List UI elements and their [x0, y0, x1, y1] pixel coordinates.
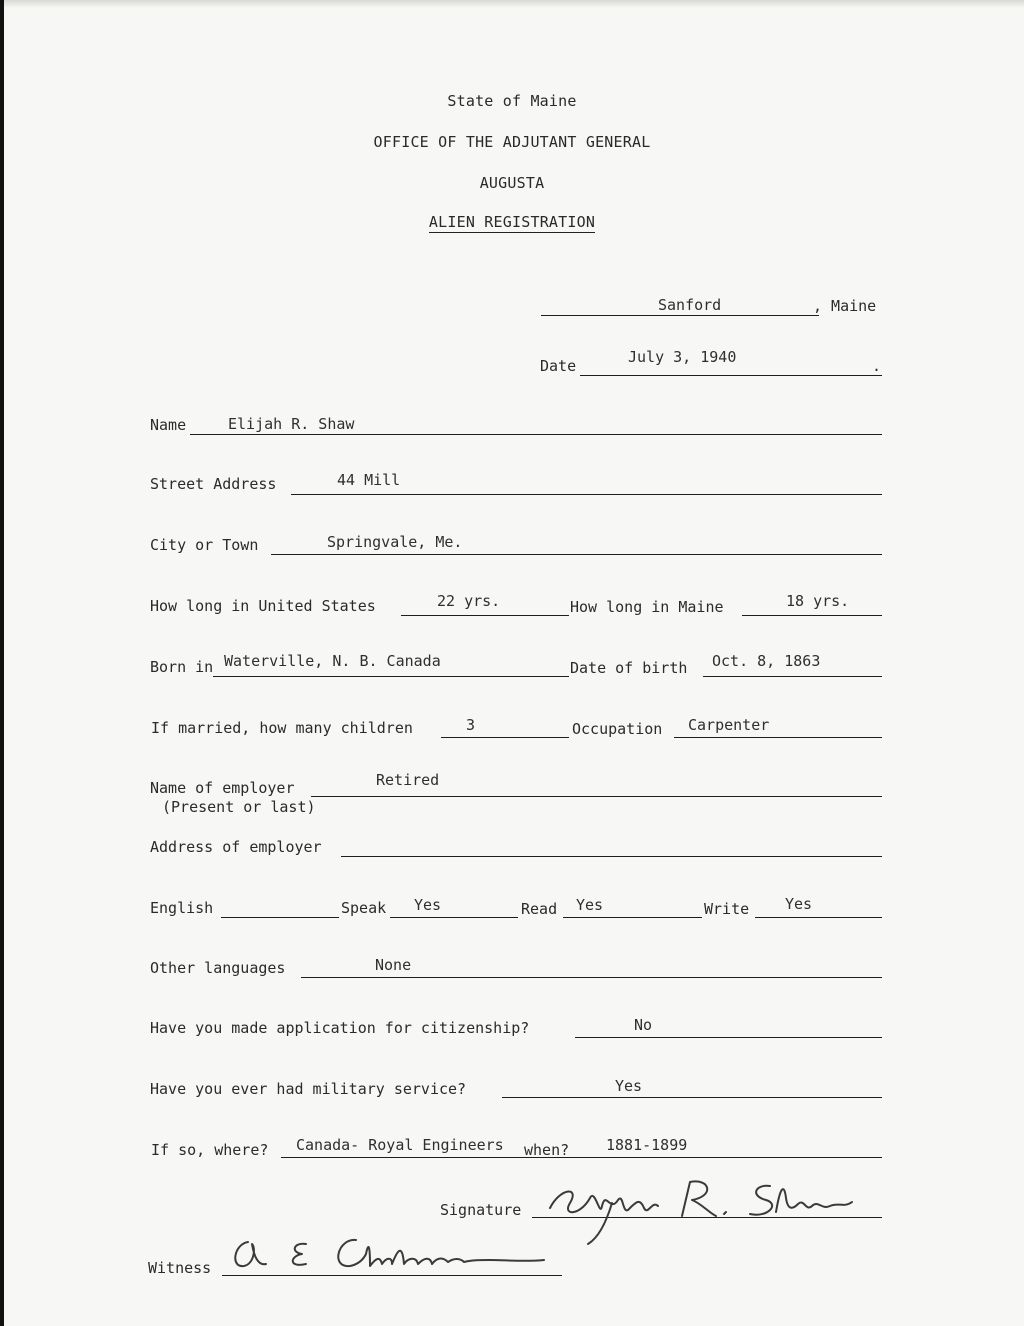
military-value: Yes [615, 1077, 643, 1095]
children-label: If married, how many children [151, 719, 413, 737]
other-languages-value: None [375, 956, 412, 974]
citizenship-line [575, 1037, 882, 1038]
date-end-mark: . [872, 357, 882, 375]
how-long-maine-label: How long in Maine [570, 598, 724, 616]
employer-line [311, 796, 882, 797]
place-value: Sanford [658, 296, 722, 314]
read-label: Read [521, 900, 558, 918]
witness-handwriting [226, 1230, 566, 1280]
employer-value: Retired [376, 771, 440, 789]
write-line [755, 917, 882, 918]
witness-scrawl [226, 1230, 566, 1280]
speak-label: Speak [341, 899, 387, 917]
citizenship-value: No [634, 1016, 653, 1034]
signature-scrawl [540, 1168, 880, 1248]
military-when-value: 1881-1899 [606, 1136, 688, 1154]
military-when-label: when? [524, 1141, 570, 1159]
how-long-us-label: How long in United States [150, 597, 376, 615]
write-value: Yes [785, 895, 813, 913]
city-value: Springvale, Me. [327, 533, 463, 551]
read-value: Yes [576, 896, 604, 914]
date-value: July 3, 1940 [628, 348, 737, 366]
date-line [580, 375, 882, 376]
date-of-birth-label: Date of birth [570, 659, 688, 677]
place-line [541, 315, 819, 316]
occupation-line [674, 737, 882, 738]
witness-label: Witness [148, 1259, 212, 1277]
english-line [221, 917, 339, 918]
children-line [441, 737, 569, 738]
employer-label: Name of employer [150, 779, 295, 797]
english-label: English [150, 899, 214, 917]
how-long-us-value: 22 yrs. [437, 592, 501, 610]
born-in-label: Born in [150, 658, 214, 676]
other-languages-label: Other languages [150, 959, 286, 977]
header-city: AUGUSTA [479, 174, 545, 192]
born-in-value: Waterville, N. B. Canada [224, 652, 441, 670]
read-line [563, 917, 702, 918]
how-long-us-line [401, 615, 569, 616]
military-where-value: Canada- Royal Engineers [296, 1136, 504, 1154]
date-label: Date [540, 357, 577, 375]
form-title [0, 213, 1024, 231]
children-value: 3 [466, 716, 476, 734]
occupation-value: Carpenter [688, 716, 770, 734]
other-languages-line [301, 977, 882, 978]
name-value: Elijah R. Shaw [228, 415, 355, 433]
born-in-line [213, 676, 569, 677]
speak-value: Yes [414, 896, 442, 914]
city-label: City or Town [150, 536, 259, 554]
employer-address-line [341, 856, 882, 857]
military-label: Have you ever had military service? [150, 1080, 467, 1098]
write-label: Write [704, 900, 750, 918]
citizenship-label: Have you made application for citizenship? [150, 1019, 530, 1037]
scan-top-edge [0, 0, 1024, 8]
occupation-label: Occupation [572, 720, 663, 738]
date-of-birth-value: Oct. 8, 1863 [712, 652, 821, 670]
signature-label: Signature [440, 1201, 522, 1219]
street-address-value: 44 Mill [337, 471, 401, 489]
header-state: State of Maine [447, 92, 577, 110]
speak-line [390, 917, 518, 918]
place-state-suffix: , Maine [813, 297, 877, 315]
how-long-maine-line [742, 615, 882, 616]
form-title-text: ALIEN REGISTRATION [428, 213, 596, 231]
street-address-label: Street Address [150, 475, 277, 493]
military-where-line [281, 1157, 882, 1158]
employer-address-label: Address of employer [150, 838, 322, 856]
date-of-birth-line [703, 676, 882, 677]
scan-left-edge [0, 0, 4, 1326]
name-line [190, 434, 882, 435]
military-line [502, 1097, 882, 1098]
employer-sublabel: (Present or last) [162, 798, 316, 816]
military-where-label: If so, where? [151, 1141, 269, 1159]
street-address-line [291, 494, 882, 495]
name-label: Name [150, 416, 187, 434]
header-office: OFFICE OF THE ADJUTANT GENERAL [373, 133, 651, 151]
city-line [271, 554, 882, 555]
how-long-maine-value: 18 yrs. [786, 592, 850, 610]
signature-handwriting [540, 1168, 880, 1248]
